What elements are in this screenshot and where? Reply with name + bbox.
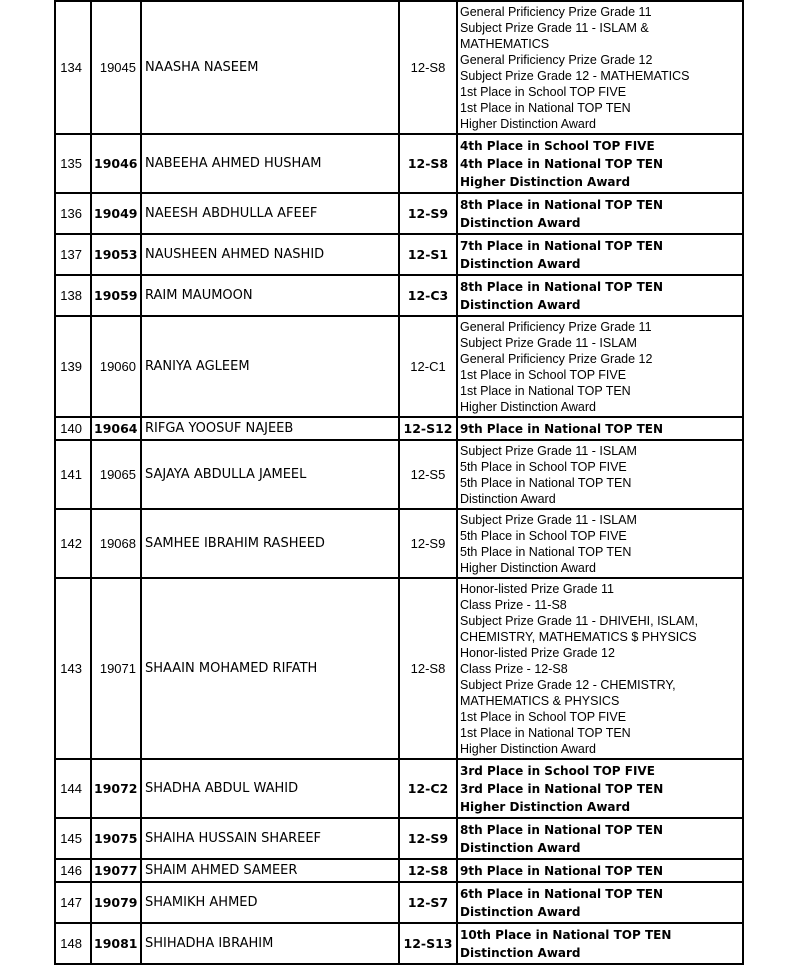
table-row <box>55 882 743 923</box>
award-line: MATHEMATICS <box>460 36 550 51</box>
student-id: 19068 <box>91 509 141 578</box>
row-number: 144 <box>55 759 91 818</box>
table-row <box>55 193 743 234</box>
award-line: 1st Place in National TOP TEN <box>460 383 631 398</box>
award-line: Higher Distinction Award <box>460 116 596 131</box>
table-row <box>55 417 743 440</box>
awards-cell <box>457 275 743 316</box>
student-name: NABEEHA AHMED HUSHAM <box>141 134 399 193</box>
award-line: 10th Place in National TOP TEN <box>460 927 672 942</box>
student-name: SHAIM AHMED SAMEER <box>141 859 399 882</box>
awards-cell <box>457 759 743 818</box>
table-row <box>55 134 743 193</box>
award-line: Distinction Award <box>460 215 581 230</box>
student-name: NAEESH ABDHULLA AFEEF <box>141 193 399 234</box>
awards-cell <box>457 923 743 964</box>
student-name: NAASHA NASEEM <box>141 1 399 134</box>
student-name: NAUSHEEN AHMED NASHID <box>141 234 399 275</box>
row-number: 148 <box>55 923 91 964</box>
awards-cell <box>457 1 743 134</box>
student-id: 19075 <box>91 818 141 859</box>
awards-cell <box>457 316 743 417</box>
table-row <box>55 275 743 316</box>
award-line: CHEMISTRY, MATHEMATICS $ PHYSICS <box>460 629 697 644</box>
award-line: 3rd Place in National TOP TEN <box>460 781 664 796</box>
award-line: Subject Prize Grade 11 - ISLAM <box>460 512 637 527</box>
awards-cell <box>457 578 743 759</box>
award-line: Higher Distinction Award <box>460 399 596 414</box>
student-name: SHAAIN MOHAMED RIFATH <box>141 578 399 759</box>
awards-table <box>54 0 744 965</box>
row-number: 141 <box>55 440 91 509</box>
award-line: Distinction Award <box>460 491 556 506</box>
awards-cell <box>457 818 743 859</box>
class-code: 12-C2 <box>399 759 457 818</box>
awards-table-body <box>55 1 743 964</box>
class-code: 12-S1 <box>399 234 457 275</box>
student-id: 19071 <box>91 578 141 759</box>
table-row <box>55 234 743 275</box>
awards-cell <box>457 859 743 882</box>
awards-cell <box>457 417 743 440</box>
student-name: SHADHA ABDUL WAHID <box>141 759 399 818</box>
class-code: 12-S7 <box>399 882 457 923</box>
row-number: 145 <box>55 818 91 859</box>
award-line: Class Prize - 11-S8 <box>460 597 567 612</box>
student-name: SHIHADHA IBRAHIM <box>141 923 399 964</box>
student-id: 19077 <box>91 859 141 882</box>
award-line: MATHEMATICS & PHYSICS <box>460 693 620 708</box>
award-line: 5th Place in National TOP TEN <box>460 475 632 490</box>
award-line: Subject Prize Grade 12 - CHEMISTRY, <box>460 677 676 692</box>
class-code: 12-S5 <box>399 440 457 509</box>
award-line: 1st Place in School TOP FIVE <box>460 84 627 99</box>
awards-cell <box>457 509 743 578</box>
row-number: 140 <box>55 417 91 440</box>
class-code: 12-S8 <box>399 134 457 193</box>
row-number: 136 <box>55 193 91 234</box>
student-id: 19059 <box>91 275 141 316</box>
award-line: 5th Place in National TOP TEN <box>460 544 632 559</box>
class-code: 12-S12 <box>399 417 457 440</box>
award-line: 1st Place in School TOP FIVE <box>460 709 627 724</box>
row-number: 137 <box>55 234 91 275</box>
student-name: SHAIHA HUSSAIN SHAREEF <box>141 818 399 859</box>
awards-cell <box>457 234 743 275</box>
award-line: Distinction Award <box>460 904 581 919</box>
award-line: General Prificiency Prize Grade 12 <box>460 52 653 67</box>
class-code: 12-C3 <box>399 275 457 316</box>
row-number: 147 <box>55 882 91 923</box>
row-number: 143 <box>55 578 91 759</box>
award-line: Higher Distinction Award <box>460 741 596 756</box>
table-row <box>55 440 743 509</box>
class-code: 12-S8 <box>399 578 457 759</box>
student-id: 19060 <box>91 316 141 417</box>
table-row <box>55 316 743 417</box>
award-line: Subject Prize Grade 12 - MATHEMATICS <box>460 68 690 83</box>
award-line: Distinction Award <box>460 945 581 960</box>
student-id: 19065 <box>91 440 141 509</box>
class-code: 12-S9 <box>399 193 457 234</box>
awards-cell <box>457 882 743 923</box>
award-line: 1st Place in School TOP FIVE <box>460 367 627 382</box>
row-number: 134 <box>55 1 91 134</box>
class-code: 12-S8 <box>399 1 457 134</box>
award-line: 7th Place in National TOP TEN <box>460 238 664 253</box>
award-line: 1st Place in National TOP TEN <box>460 725 631 740</box>
table-row <box>55 923 743 964</box>
row-number: 138 <box>55 275 91 316</box>
award-line: Subject Prize Grade 11 - ISLAM & <box>460 20 649 35</box>
award-line: 4th Place in School TOP FIVE <box>460 138 655 153</box>
class-code: 12-C1 <box>399 316 457 417</box>
award-line: Distinction Award <box>460 840 581 855</box>
student-id: 19045 <box>91 1 141 134</box>
award-line: 9th Place in National TOP TEN <box>460 863 664 878</box>
awards-cell <box>457 440 743 509</box>
table-row <box>55 1 743 134</box>
student-id: 19049 <box>91 193 141 234</box>
table-row <box>55 578 743 759</box>
class-code: 12-S9 <box>399 509 457 578</box>
award-line: Honor-listed Prize Grade 12 <box>460 645 615 660</box>
student-id: 19046 <box>91 134 141 193</box>
row-number: 135 <box>55 134 91 193</box>
award-line: 8th Place in National TOP TEN <box>460 197 664 212</box>
award-line: Subject Prize Grade 11 - ISLAM <box>460 443 637 458</box>
student-name: SAJAYA ABDULLA JAMEEL <box>141 440 399 509</box>
class-code: 12-S8 <box>399 859 457 882</box>
row-number: 146 <box>55 859 91 882</box>
awards-cell <box>457 193 743 234</box>
student-name: SAMHEE IBRAHIM RASHEED <box>141 509 399 578</box>
student-id: 19072 <box>91 759 141 818</box>
student-id: 19079 <box>91 882 141 923</box>
class-code: 12-S13 <box>399 923 457 964</box>
award-line: Higher Distinction Award <box>460 560 596 575</box>
award-line: 1st Place in National TOP TEN <box>460 100 631 115</box>
award-line: Subject Prize Grade 11 - DHIVEHI, ISLAM, <box>460 613 699 628</box>
award-line: Honor-listed Prize Grade 11 <box>460 581 615 596</box>
award-line: 5th Place in School TOP FIVE <box>460 528 627 543</box>
award-line: 5th Place in School TOP FIVE <box>460 459 627 474</box>
award-line: Higher Distinction Award <box>460 799 631 814</box>
table-row <box>55 818 743 859</box>
award-line: 4th Place in National TOP TEN <box>460 156 664 171</box>
table-row <box>55 759 743 818</box>
award-line: Distinction Award <box>460 297 581 312</box>
award-line: General Prificiency Prize Grade 11 <box>460 319 652 334</box>
awards-cell <box>457 134 743 193</box>
award-line: Class Prize - 12-S8 <box>460 661 568 676</box>
row-number: 139 <box>55 316 91 417</box>
award-line: 9th Place in National TOP TEN <box>460 421 664 436</box>
award-line: General Prificiency Prize Grade 11 <box>460 4 652 19</box>
award-line: Distinction Award <box>460 256 581 271</box>
student-id: 19053 <box>91 234 141 275</box>
award-line: Subject Prize Grade 11 - ISLAM <box>460 335 637 350</box>
class-code: 12-S9 <box>399 818 457 859</box>
row-number: 142 <box>55 509 91 578</box>
table-row <box>55 859 743 882</box>
student-name: SHAMIKH AHMED <box>141 882 399 923</box>
table-row <box>55 509 743 578</box>
student-id: 19081 <box>91 923 141 964</box>
student-id: 19064 <box>91 417 141 440</box>
student-name: RANIYA AGLEEM <box>141 316 399 417</box>
student-name: RAIM MAUMOON <box>141 275 399 316</box>
award-line: 8th Place in National TOP TEN <box>460 279 664 294</box>
award-line: 6th Place in National TOP TEN <box>460 886 664 901</box>
award-line: Higher Distinction Award <box>460 174 631 189</box>
award-line: 3rd Place in School TOP FIVE <box>460 763 655 778</box>
award-line: 8th Place in National TOP TEN <box>460 822 664 837</box>
award-line: General Prificiency Prize Grade 12 <box>460 351 653 366</box>
student-name: RIFGA YOOSUF NAJEEB <box>141 417 399 440</box>
